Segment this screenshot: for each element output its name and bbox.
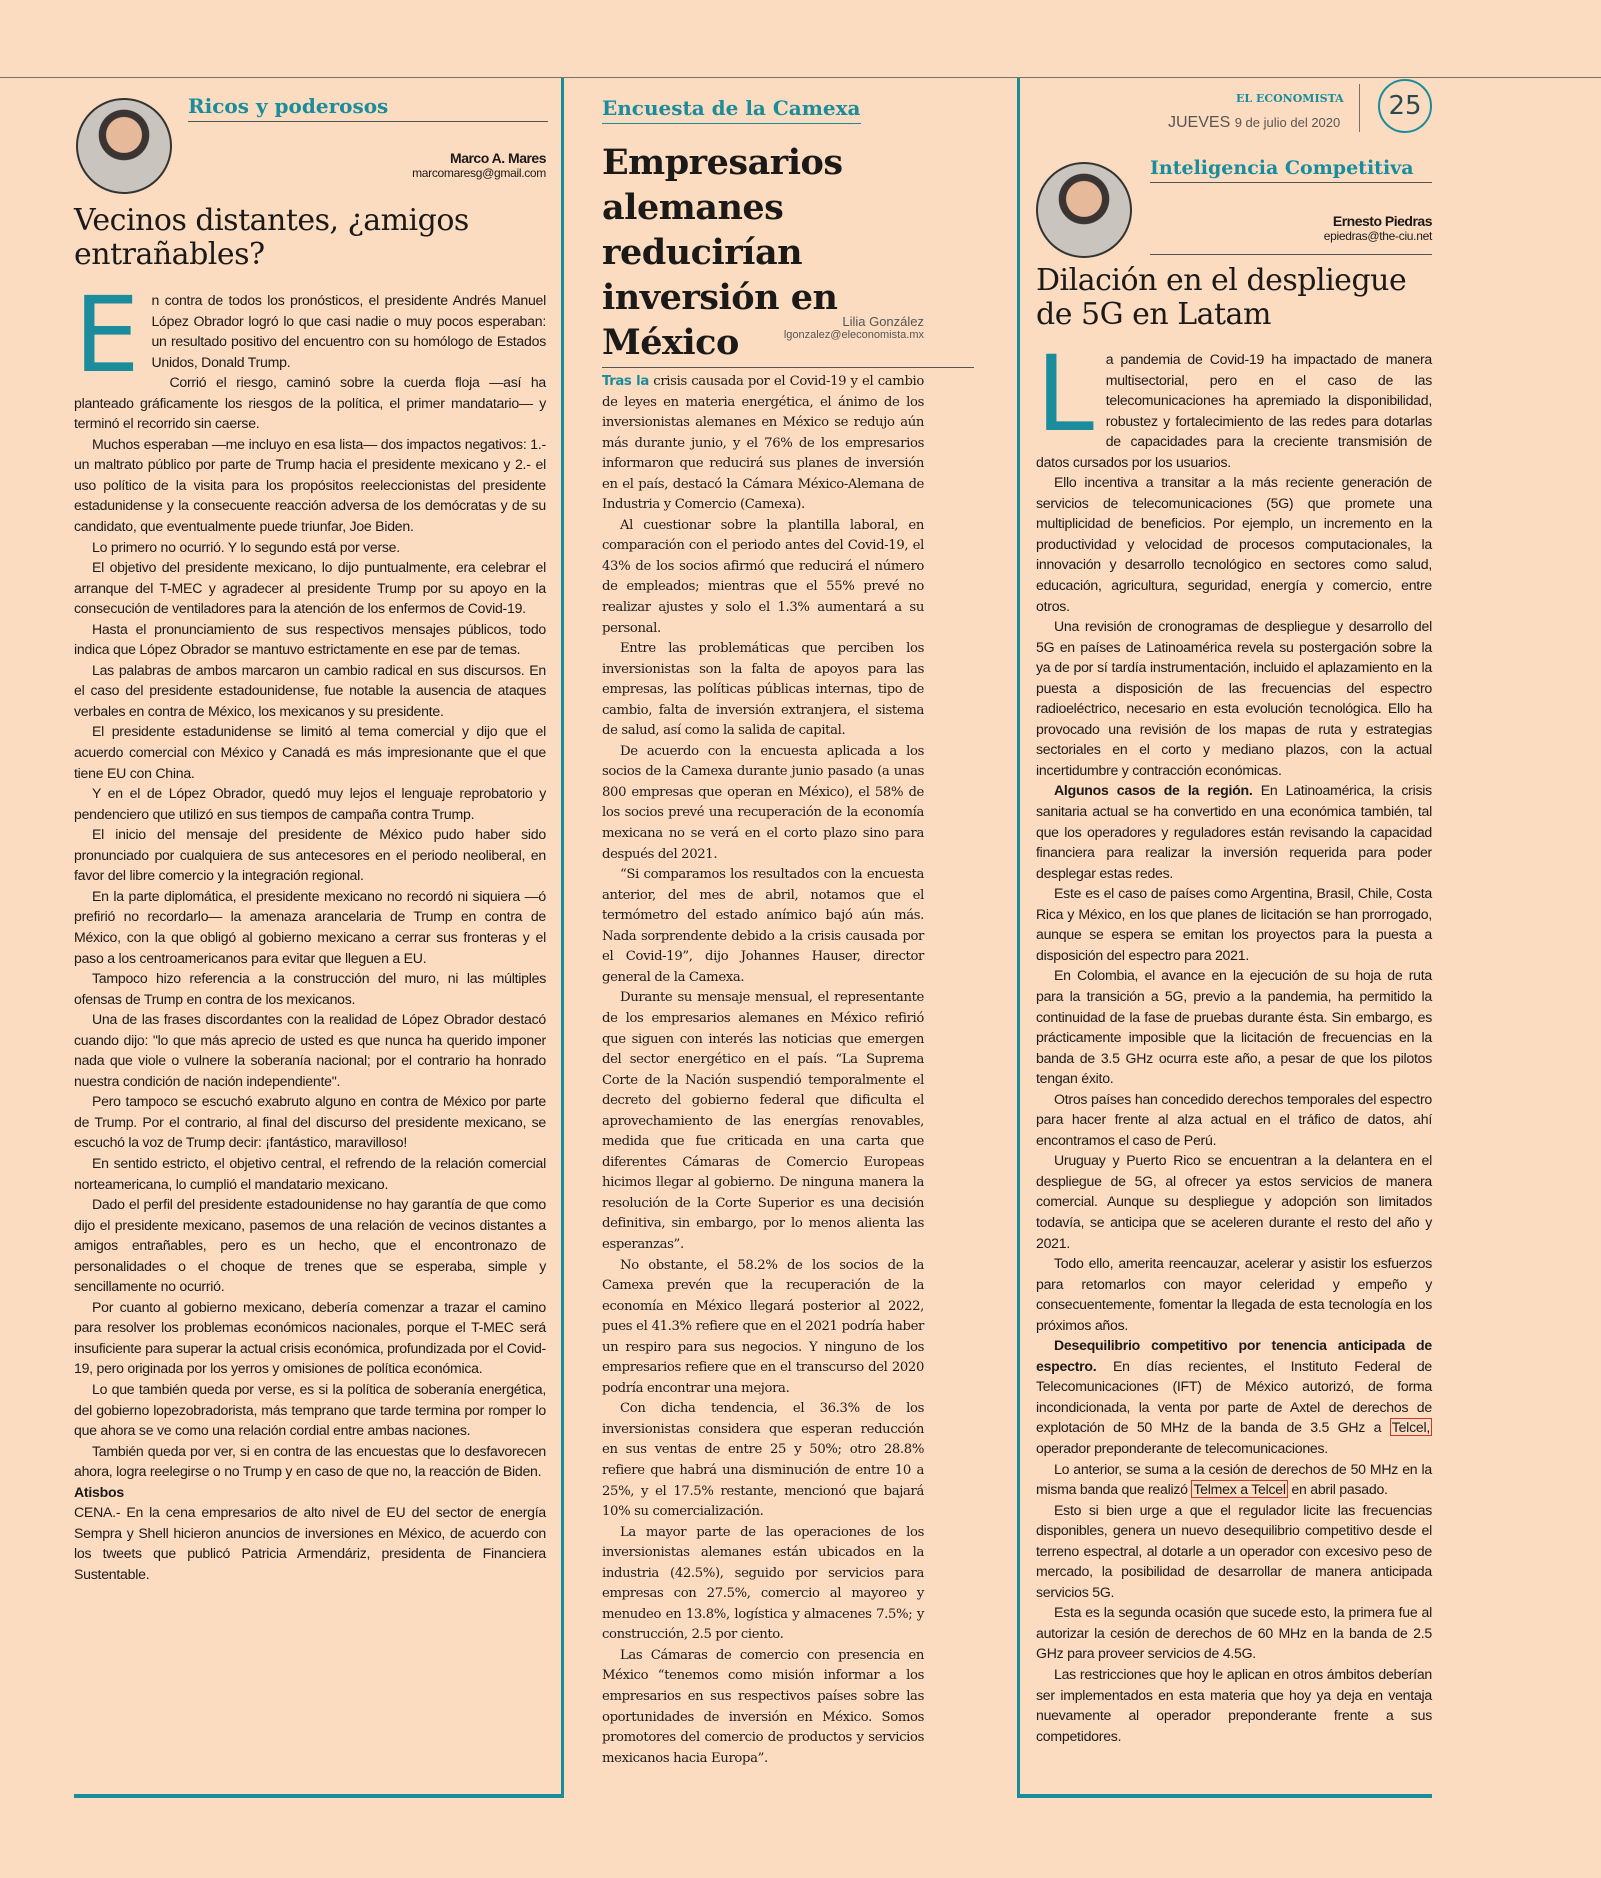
paragraph: Las palabras de ambos marcaron un cambio radical en sus discursos. En el caso del presidente estadounidense, fue notable la ausencia de ataques verbales en contra de México, los mexicanos y su presidente. xyxy=(74,661,546,719)
subhead-2-text-end: operador preponderante de telecomunicaciones. xyxy=(1036,1439,1328,1456)
paragraph: El presidente estadunidense se limitó al tema comercial y dijo que el acuerdo comercial con México y Canadá es más impresionante que el que tiene EU con China. xyxy=(74,723,546,781)
author-email-left: marcomaresg@gmail.com xyxy=(412,166,546,180)
paragraph: Esto si bien urge a que el regulador licite las frecuencias disponibles, genera un nuevo desequilibrio competitivo desde el terreno espectral, al dotarle a un operador con excesivo peso de mercado, la posibilidad de desarrollar de manera anticipada servicios 5G. xyxy=(1036,1501,1432,1600)
byline-right xyxy=(1172,213,1432,243)
column-rule-left xyxy=(561,78,564,1798)
paragraph: De acuerdo con la encuesta aplicada a los socios de la Camexa durante junio pasado (a unas 800 empresas que operan en México), el 58% de los socios prevé una recuperación de la economía mexicana no se verá en el corto plazo sino para después del 2021. xyxy=(602,743,924,862)
paragraph: Otros países han concedido derechos temporales del espectro para hacer frente al alza actual en el tráfico de datos, ahí encontramos el caso de Perú. xyxy=(1036,1090,1432,1148)
paragraph: Las Cámaras de comercio con presencia en México “tenemos como misión informar a los empresarios en sus respectivos países sobre las oportunidades de inversión en México. Somos promotores del comercio de productos y servicios mexicanos hacia Europa”. xyxy=(602,1647,924,1766)
paragraph: n contra de todos los pronósticos, el presidente Andrés Manuel López Obrador logró lo que casi nadie o muy pocos esperaban: un resultado positivo del encuentro con su homólogo de Estados Unidos, Donald Trump. xyxy=(151,292,546,370)
paragraph: Ello incentiva a transitar a la más reciente generación de servicios de telecomunicaciones (5G) que promete una multiplicidad de beneficios. Por ejemplo, un incremento en la productividad y velocidad de procesos computacionales, la innovación y desarrollo tecnológico en sectores como salud, educación, agricultura, seguridad, energía y comercio, entre otros. xyxy=(1036,474,1432,614)
paragraph: Con dicha tendencia, el 36.3% de los inversionistas considera que esperan reducción en sus ventas de entre 25 y 50%; otro 28.8% refiere que habrá una disminución de entre 10 a 25%, y el 17.5% restante, mencionó que bajará 10% su comercialización. xyxy=(602,1401,924,1520)
paragraph-subhead-2 xyxy=(1036,1335,1432,1458)
paragraph: Una revisión de cronogramas de despliegue y desarrollo del 5G en países de Latinoamérica revela su postergación sobre la ya de por sí tardía instrumentación, incluido el aplazamiento en la puesta a disposición de las frecuencias del espectro radioeléctrico, necesario en esta evolución tecnológica. Ello ha provocado una revisión de los mapas de ruta y estrategias sectoriales en el corto y mediano plazos, con la actual incertidumbre y contracción económicas. xyxy=(1036,618,1432,778)
author-name-left: Marco A. Mares xyxy=(450,150,546,166)
paragraph: Las restricciones que hoy le aplican en otros ámbitos deberían ser implementados en esta materia que hoy ya deja en ventaja nuevamente al operador preponderante frente a sus competidores. xyxy=(1036,1666,1432,1744)
subhead-2-text: En días recientes, el Instituto Federal de Telecomunicaciones (IFT) de México autorizó, de forma incondicionada, la venta por parte de Axtel de derechos de explotación de 50 MHz de la banda de 3.5 GHz a xyxy=(1036,1357,1432,1436)
page-number: 25 xyxy=(1378,79,1432,133)
paragraph: La mayor parte de las operaciones de los inversionistas alemanes están ubicados en la industria (42.5%), seguido por servicios para empresas con 27.5%, comercio al mayoreo y menudeo en 13.8%, logística y almacenes 7.5%; y construcción, 2.5 por ciento. xyxy=(602,1524,924,1643)
section-header-left xyxy=(188,94,548,122)
section-label-right: Inteligencia Competitiva xyxy=(1150,157,1414,179)
paragraph-cesion xyxy=(1036,1459,1432,1500)
headline-middle: Empresarios alemanes reducirían inversión en México xyxy=(602,140,974,368)
paragraph-lead xyxy=(602,372,924,516)
column-rule-right xyxy=(1017,78,1020,1798)
byline-middle xyxy=(784,314,924,341)
article-body-left xyxy=(74,274,546,1584)
headline-left: Vecinos distantes, ¿amigos entrañables? xyxy=(74,203,469,272)
author-photo-marco-mares xyxy=(76,98,172,194)
paragraph: Al cuestionar sobre la plantilla laboral, en comparación con el periodo antes del Covid-19, el 43% de los socios afirmó que reducirá el número de empleados; mientras que el 55% prevé no realizar ajustes y solo el 1.3% aumentará a su personal. xyxy=(602,517,924,636)
lead-text: crisis causada por el Covid-19 y el cambio de leyes en materia energética, el ánimo de los inversionistas alemanes en México se redujo aún más durante junio, y el 76% de los empresarios informaron que reducirá sus planes de inversión en el país, destacó la Cámara México-Alemana de Industria y Comercio (Camexa). xyxy=(602,374,924,513)
lead-in: Tras la xyxy=(602,374,649,389)
paragraph: Uruguay y Puerto Rico se encuentran a la delantera en el despliegue de 5G, al ofrecer ya estos servicios de manera comercial. Aunque su despliegue y adopción son limitados todavía, se anticipa que se aceleren durante el resto del año y 2021. xyxy=(1036,1152,1432,1251)
paragraph: En Colombia, el avance en la ejecución de su hoja de ruta para la transición a 5G, previo a la pandemia, ha permitido la continuidad de la fase de pruebas durante ésta. Sin embargo, es prácticamente imposible que la licitación de frecuencias en la banda de 3.5 GHz ocurra este año, a pesar de que los pilotos tengan éxito. xyxy=(1036,967,1432,1087)
byline-left xyxy=(246,150,546,180)
paragraph: En la parte diplomática, el presidente mexicano no recordó ni siquiera —ó prefirió no recordarlo— la amenaza arancelaria de Trump en contra de México, con la que obligó al gobierno mexicano a cerrar sus fronteras y el paso a los centroamericanos para evitar que lleguen a EU. xyxy=(74,887,546,966)
paragraph: Pero tampoco se escuchó exabruto alguno en contra de México por parte de Trump. Por el contrario, al final del discurso del presidente mexicano, se escuchó la voz de Trump decir: ¡fantástico, maravilloso! xyxy=(74,1093,546,1151)
paragraph: Una de las frases discordantes con la realidad de López Obrador destacó cuando dijo: "lo que más aprecio de usted es que nunca ha querido imponer nada que viole o vulnere la soberanía nacional; por el contrario ha honrado nuestra condición de nación independiente". xyxy=(74,1011,546,1089)
section-label-left: Ricos y poderosos xyxy=(188,94,389,118)
boxed-telmex-telcel: Telmex a Telcel xyxy=(1193,1481,1286,1498)
paragraph: Dado el perfil del presidente estadounidense no hay garantía de que como dijo el presidente mexicano, pasemos de una relación de vecinos distantes a amigos entrañables, pero es un hecho, que el encontronazo de personalidades o el choque de trenes que se esperaba, simple y sencillamente no ocurrió. xyxy=(74,1196,546,1295)
author-photo-ernesto-piedras xyxy=(1036,162,1132,258)
paragraph-closing: CENA.- En la cena empresarios de alto nivel de EU del sector de energía Sempra y Shell hicieron anuncios de inversiones en México, de acuerdo con los tweets que publicó Patricia Armendáriz, presidenta de Financiera Sustentable. xyxy=(74,1504,546,1582)
dateline xyxy=(1168,114,1340,132)
author-email-middle: lgonzalez@eleconomista.mx xyxy=(783,329,924,341)
paragraph: Y en el de López Obrador, quedó muy lejos el lenguaje reprobatorio y pendenciero que utilizó en sus tiempos de campaña contra Trump. xyxy=(74,785,546,822)
paragraph: “Si comparamos los resultados con la encuesta anterior, del mes de abril, notamos que el termómetro del estado anímico bajó aún más. Nada sorprendente debido a la crisis causada por el Covid-19”, dijo Johannes Hauser, director general de la Camexa. xyxy=(602,867,924,985)
boxed-telcel: Telcel, xyxy=(1391,1419,1430,1436)
article-body-middle xyxy=(602,372,924,1769)
top-border-line xyxy=(0,77,1601,78)
paragraph: Muchos esperaban —me incluyo en esa lista— dos impactos negativos: 1.- un maltrato público por parte de Trump hacia el presidente mexicano y 2.- el uso político de la visita para los propósitos reeleccionistas del presidente estadunidense y la consecuente reacción adversa de los demócratas y de su candidato, que eventualmente puede triunfar, Joe Biden. xyxy=(74,435,546,535)
headline-right: Dilación en el despliegue de 5G en Latam xyxy=(1036,263,1407,332)
paragraph: Hasta el pronunciamiento de sus respectivos mensajes públicos, todo indica que López Obrador se mantuvo estrictamente en ese par de temas. xyxy=(74,620,546,658)
byline-rule-right xyxy=(1150,254,1432,255)
subhead-algunos-casos: Algunos casos de la región. xyxy=(1054,782,1253,799)
author-name-right: Ernesto Piedras xyxy=(1332,213,1432,229)
paragraph: En sentido estricto, el objetivo central, el refrendo de la relación comercial norteamericana, lo cumplió el mandatario mexicano. xyxy=(74,1154,546,1192)
author-email-right: epiedras@the-ciu.net xyxy=(1323,229,1432,243)
paragraph-subhead-1 xyxy=(1036,780,1432,883)
weekday: JUEVES xyxy=(1168,114,1231,131)
bottom-rule-left xyxy=(74,1794,564,1798)
article-body-right xyxy=(1036,333,1432,1746)
dropcap-right: L xyxy=(1036,333,1094,455)
paragraph: Durante su mensaje mensual, el representante de los empresarios alemanes en México refirió que siguen con interés las noticias que emergen del sector energético en el país. “La Suprema Corte de la Nación suspendió temporalmente el decreto del gobierno federal que dificulta el aprovechamiento de las energías renovables, medida que fue criticada en una carta que diferentes Cámaras de Comercio Europeas hicimos llegar al gobierno. De ninguna manera la resolución de la Corte Superior es una decisión definitiva, sin embargo, por lo menos alienta las esperanzas”. xyxy=(602,990,924,1252)
paragraph: Por cuanto al gobierno mexicano, debería comenzar a trazar el camino para resolver los problemas económicos nacionales, porque el T-MEC será insuficiente para superar la actual crisis económica, profundizada por el Covid-19, pero originada por los yerros y omisiones de política económica. xyxy=(74,1298,546,1377)
subhead-atisbos: Atisbos xyxy=(74,1483,124,1500)
dropcap-left: E xyxy=(74,274,140,396)
paragraph: a pandemia de Covid-19 ha impactado de manera multisectorial, pero en el caso de las telecomunicaciones ha apremiado la disponibilidad, robustez y fortalecimiento de las redes para dotarlas de capacidades para la creciente transmisión de datos cursados por los usuarios. xyxy=(1036,351,1432,470)
section-label-middle: Encuesta de la Camexa xyxy=(602,96,861,124)
section-header-middle xyxy=(602,96,861,124)
section-header-right xyxy=(1150,157,1432,183)
paragraph: También queda por ver, si en contra de las encuestas que lo desfavorecen ahora, logra reelegirse o no Trump y en caso de que no, la reacción de Biden. xyxy=(74,1442,546,1480)
paragraph: Todo ello, amerita reencauzar, acelerar y asistir los esfuerzos para retomarlos con mayor celeridad y empeño y consecuentemente, fomentar la llegada de esta tecnología en los próximos años. xyxy=(1036,1255,1432,1333)
paragraph: Entre las problemáticas que perciben los inversionistas son la falta de apoyos para las empresas, las políticas públicas internas, tipo de cambio, falta de inversión extranjera, el sistema de salud, así como la salida de capital. xyxy=(602,641,924,739)
author-name-middle: Lilia González xyxy=(842,314,924,329)
date: 9 de julio del 2020 xyxy=(1234,115,1341,130)
paragraph: Esta es la segunda ocasión que sucede esto, la primera fue al autorizar la cesión de derechos de 60 MHz en la banda de 2.5 GHz para proveer servicios de 4.5G. xyxy=(1036,1604,1432,1662)
cesion-text-end: en abril pasado. xyxy=(1291,1481,1388,1498)
paragraph: No obstante, el 58.2% de los socios de la Camexa prevén que la recuperación de la economía en México llegará posterior al 2022, pues el 41.3% refiere que en el 2021 podría haber un respiro para sus negocios. Y ninguno de los empresarios refiere que en el transcurso del 2020 podría encontrar una mejora. xyxy=(602,1257,924,1396)
paragraph: El objetivo del presidente mexicano, lo dijo puntualmente, era celebrar el arranque del T-MEC y agradecer al presidente Trump por su apoyo en la consecución de ventiladores para la atención de los enfermos de Covid-19. xyxy=(74,559,546,617)
header-divider xyxy=(1359,84,1360,132)
paragraph: Lo primero no ocurrió. Y lo segundo está por verse. xyxy=(92,538,400,555)
bottom-rule-right xyxy=(1017,1794,1432,1798)
paragraph: El inicio del mensaje del presidente de México pudo haber sido pronunciado por cualquiera de sus antecesores en el periodo neoliberal, en favor del libre comercio y la integración regional. xyxy=(74,826,546,884)
paragraph: Tampoco hizo referencia a la construcción del muro, ni las múltiples ofensas de Trump en contra de los mexicanos. xyxy=(74,970,546,1007)
paragraph: Corrió el riesgo, caminó sobre la cuerda floja —así ha planteado gráficamente los riesgos de la política, el primer mandatario— y terminó el recorrido sin caerse. xyxy=(74,374,546,432)
subhead-desequilibrio: Desequilibrio competitivo por tenencia anticipada de espectro. xyxy=(1036,1337,1432,1374)
paragraph: Lo que también queda por verse, es si la política de soberanía energética, del gobierno lopezobradorista, más temprano que tarde termina por romper lo que ahora se ve como una relación cordial entre ambas naciones. xyxy=(74,1380,546,1439)
paragraph: Este es el caso de países como Argentina, Brasil, Chile, Costa Rica y México, en los que planes de licitación se han prorrogado, aunque se espera se emitan los proyectos para la puesta a disposición del espectro para 2021. xyxy=(1036,885,1432,963)
cesion-text: Lo anterior, se suma a la cesión de derechos de 50 MHz en la misma banda que realizó xyxy=(1036,1460,1432,1498)
newspaper-logo: EL ECONOMISTA xyxy=(1236,92,1344,105)
subhead-1-text: En Latinoamérica, la crisis sanitaria actual se ha convertido en una económica también, tal que los operadores y reguladores están revisando la capacidad financiera para realizar la inversión requerida para poder desplegar estas redes. xyxy=(1036,782,1432,881)
